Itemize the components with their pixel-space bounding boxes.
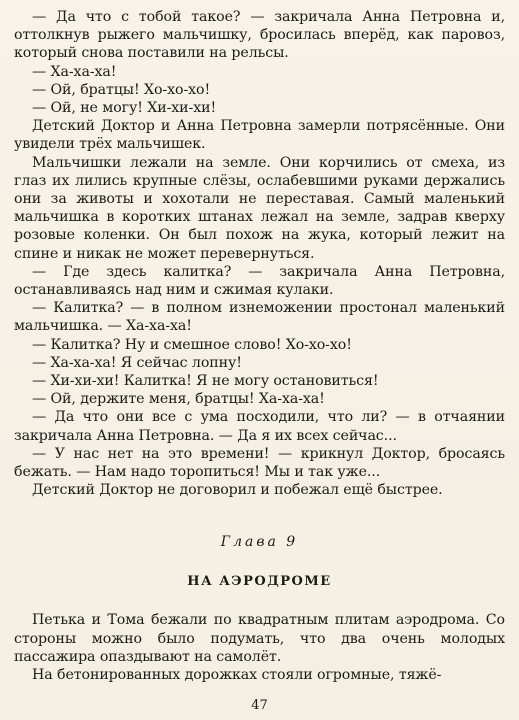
- paragraph: — Ой, держите меня, братцы! Ха-ха-ха!: [32, 391, 325, 408]
- chapter-label: Глава 9: [220, 534, 299, 551]
- paragraph: — У нас нет на это времени! — крикнул Доктор, бросаясь бежать. — Нам надо торопиться! Мы и так уже...: [14, 445, 505, 481]
- page-number: 47: [251, 698, 268, 713]
- paragraph: — Ой, не могу! Хи-хи-хи!: [32, 100, 217, 117]
- paragraph: — Да что с тобой такое? — закричала Анна Петровна и, оттолкнув рыжего мальчишку, бросилась вперёд, как паровоз, который снова поставили на рельсы.: [14, 9, 505, 62]
- paragraph: Детский Доктор не договорил и побежал ещё быстрее.: [32, 482, 443, 499]
- paragraph: Детский Доктор и Анна Петровна замерли потрясённые. Они увидели трёх мальчишек.: [14, 118, 505, 153]
- paragraph: — Калитка? — в полном изнеможении простонал маленький мальчишка. — Ха-ха-ха!: [14, 300, 505, 335]
- paragraph: — Да что они все с ума посходили, что ли? — в отчаянии закричала Анна Петровна. — Да я их всех сейчас...: [14, 409, 505, 444]
- paragraph: — Ой, братцы! Хо-хо-хо!: [32, 81, 211, 98]
- chapter-title: НА АЭРОДРОМЕ: [187, 574, 332, 590]
- chapter-text: [14, 611, 505, 684]
- paragraph: — Калитка? Ну и смешное слово! Хо-хо-хо!: [32, 336, 352, 353]
- paragraph: — Где здесь калитка? — закричала Анна Петровна, останавливаясь над ним и сжимая кулаки.: [14, 263, 505, 299]
- story-text: [14, 8, 505, 499]
- paragraph: — Ха-ха-ха! Я сейчас лопну!: [32, 354, 242, 371]
- paragraph: Петька и Тома бежали по квадратным плитам аэродрома. Со стороны можно было подумать, что два очень молодых пассажира опаздывают на самолёт.: [14, 612, 505, 665]
- paragraph: — Хи-хи-хи! Калитка! Я не могу остановиться!: [32, 373, 379, 390]
- paragraph: — Ха-ха-ха!: [32, 63, 117, 80]
- paragraph: Мальчишки лежали на земле. Они корчились от смеха, из глаз их лились крупные слёзы, ослабевшими руками держались они за животы и хохотали не переставая. Самый маленький мальчишка в коротких штанах лежал на земле, задрав кверху розовые коленки. Он был похож на жука, который лежит на спине и никак не может перевернуться.: [14, 154, 505, 262]
- paragraph: На бетонированных дорожках стояли огромные, тяжё-: [32, 667, 442, 684]
